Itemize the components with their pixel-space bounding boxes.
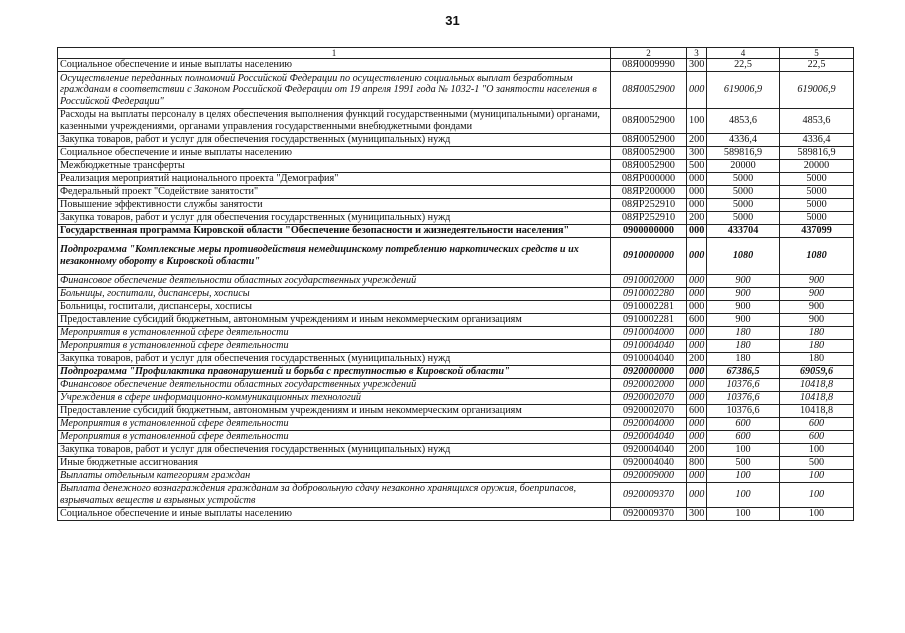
row-code-cell: 0920004000 [611,418,687,431]
table-row [58,444,854,457]
header-col-4: 4 [707,48,780,59]
row-code-cell: 0920004040 [611,457,687,470]
row-expense-type-cell: 000 [687,327,707,340]
row-amount-2-cell: 22,5 [780,59,854,72]
row-code-cell: 0910002281 [611,301,687,314]
row-name-cell: Закупка товаров, работ и услуг для обеспечения государственных (муниципальных) нужд [58,212,611,225]
row-name-cell: Закупка товаров, работ и услуг для обеспечения государственных (муниципальных) нужд [58,444,611,457]
row-amount-1-cell: 100 [707,444,780,457]
row-amount-2-cell: 5000 [780,173,854,186]
row-amount-1-cell: 10376,6 [707,405,780,418]
row-code-cell: 08ЯP000000 [611,173,687,186]
table-row [58,470,854,483]
row-amount-2-cell: 900 [780,314,854,327]
row-amount-2-cell: 180 [780,327,854,340]
row-expense-type-cell: 000 [687,470,707,483]
row-expense-type-cell: 000 [687,173,707,186]
row-amount-1-cell: 589816,9 [707,147,780,160]
row-expense-type-cell: 000 [687,379,707,392]
row-code-cell: 0920004040 [611,444,687,457]
row-expense-type-cell: 300 [687,59,707,72]
row-expense-type-cell: 000 [687,366,707,379]
row-amount-2-cell: 180 [780,340,854,353]
table-row [58,483,854,508]
row-code-cell: 0910004000 [611,327,687,340]
row-amount-2-cell: 900 [780,275,854,288]
row-amount-2-cell: 1080 [780,238,854,275]
row-code-cell: 0920002070 [611,392,687,405]
row-name-cell: Больницы, госпитали, диспансеры, хосписы [58,301,611,314]
row-name-cell: Социальное обеспечение и иные выплаты населению [58,508,611,521]
row-name-cell: Мероприятия в установленной сфере деятельности [58,327,611,340]
row-expense-type-cell: 000 [687,418,707,431]
row-amount-1-cell: 180 [707,327,780,340]
row-amount-2-cell: 10418,8 [780,379,854,392]
row-amount-1-cell: 22,5 [707,59,780,72]
row-expense-type-cell: 200 [687,444,707,457]
row-code-cell: 0910004040 [611,340,687,353]
table-row [58,275,854,288]
row-amount-2-cell: 900 [780,288,854,301]
row-amount-2-cell: 100 [780,444,854,457]
table-row [58,173,854,186]
row-amount-2-cell: 4336,4 [780,134,854,147]
header-col-3: 3 [687,48,707,59]
row-expense-type-cell: 200 [687,134,707,147]
row-name-cell: Социальное обеспечение и иные выплаты населению [58,59,611,72]
row-code-cell: 0910002281 [611,314,687,327]
row-expense-type-cell: 300 [687,147,707,160]
row-expense-type-cell: 000 [687,340,707,353]
row-amount-1-cell: 20000 [707,160,780,173]
row-amount-2-cell: 10418,8 [780,392,854,405]
row-amount-2-cell: 437099 [780,225,854,238]
table-row [58,160,854,173]
row-name-cell: Мероприятия в установленной сфере деятельности [58,418,611,431]
row-name-cell: Мероприятия в установленной сфере деятельности [58,431,611,444]
row-expense-type-cell: 000 [687,431,707,444]
row-amount-1-cell: 4336,4 [707,134,780,147]
row-expense-type-cell: 000 [687,483,707,508]
row-amount-2-cell: 180 [780,353,854,366]
row-amount-1-cell: 900 [707,314,780,327]
row-code-cell: 08ЯP252910 [611,212,687,225]
row-code-cell: 0910002280 [611,288,687,301]
row-amount-1-cell: 433704 [707,225,780,238]
row-expense-type-cell: 100 [687,109,707,134]
row-amount-2-cell: 589816,9 [780,147,854,160]
row-name-cell: Учреждения в сфере информационно-коммуникационных технологий [58,392,611,405]
table-row [58,225,854,238]
row-name-cell: Выплата денежного вознаграждения гражданам за добровольную сдачу незаконно хранящихся оружия, боеприпасов, взрывчатых веществ и взрывных устройств [58,483,611,508]
row-expense-type-cell: 000 [687,238,707,275]
budget-table [57,47,854,521]
row-amount-2-cell: 69059,6 [780,366,854,379]
row-amount-1-cell: 180 [707,340,780,353]
row-code-cell: 08Я0052900 [611,134,687,147]
header-col-1: 1 [58,48,611,59]
table-row [58,134,854,147]
row-expense-type-cell: 600 [687,405,707,418]
header-col-2: 2 [611,48,687,59]
row-code-cell: 0920002000 [611,379,687,392]
row-code-cell: 08Я0052900 [611,109,687,134]
table-row [58,327,854,340]
row-amount-2-cell: 600 [780,431,854,444]
row-name-cell: Мероприятия в установленной сфере деятельности [58,340,611,353]
table-row [58,147,854,160]
row-name-cell: Выплаты отдельным категориям граждан [58,470,611,483]
table-row [58,379,854,392]
row-name-cell: Социальное обеспечение и иные выплаты населению [58,147,611,160]
header-col-5: 5 [780,48,854,59]
row-amount-1-cell: 180 [707,353,780,366]
row-amount-2-cell: 600 [780,418,854,431]
row-amount-2-cell: 5000 [780,199,854,212]
row-name-cell: Предоставление субсидий бюджетным, автономным учреждениям и иным некоммерческим организациям [58,405,611,418]
row-name-cell: Расходы на выплаты персоналу в целях обеспечения выполнения функций государственными (муниципальными) органами, казенными учреждениями, органами управления государственными внебюджетными фондами [58,109,611,134]
row-name-cell: Подпрограмма "Комплексные меры противодействия немедицинскому потреблению наркотических средств и их незаконному обороту в Кировской области" [58,238,611,275]
row-code-cell: 08Я0009990 [611,59,687,72]
row-amount-2-cell: 5000 [780,186,854,199]
table-row [58,59,854,72]
row-amount-1-cell: 100 [707,508,780,521]
row-amount-1-cell: 10376,6 [707,392,780,405]
row-amount-1-cell: 1080 [707,238,780,275]
table-row [58,301,854,314]
row-expense-type-cell: 000 [687,288,707,301]
row-code-cell: 08ЯP200000 [611,186,687,199]
row-expense-type-cell: 300 [687,508,707,521]
row-name-cell: Больницы, госпитали, диспансеры, хосписы [58,288,611,301]
row-amount-2-cell: 5000 [780,212,854,225]
row-amount-1-cell: 900 [707,288,780,301]
row-expense-type-cell: 500 [687,160,707,173]
row-name-cell: Закупка товаров, работ и услуг для обеспечения государственных (муниципальных) нужд [58,134,611,147]
row-amount-1-cell: 500 [707,457,780,470]
table-row [58,392,854,405]
row-code-cell: 0920004040 [611,431,687,444]
row-code-cell: 0920002070 [611,405,687,418]
row-amount-1-cell: 5000 [707,186,780,199]
row-name-cell: Иные бюджетные ассигнования [58,457,611,470]
table-row [58,418,854,431]
row-name-cell: Государственная программа Кировской области "Обеспечение безопасности и жизнедеятельности населения" [58,225,611,238]
page-number: 31 [445,13,460,28]
row-amount-1-cell: 67386,5 [707,366,780,379]
table-row [58,199,854,212]
row-name-cell: Федеральный проект "Содействие занятости" [58,186,611,199]
row-name-cell: Повышение эффективности службы занятости [58,199,611,212]
row-amount-1-cell: 900 [707,275,780,288]
row-code-cell: 08Я0052900 [611,147,687,160]
row-amount-1-cell: 100 [707,470,780,483]
row-name-cell: Финансовое обеспечение деятельности областных государственных учреждений [58,275,611,288]
row-amount-1-cell: 5000 [707,173,780,186]
row-name-cell: Межбюджетные трансферты [58,160,611,173]
table-row [58,340,854,353]
row-amount-2-cell: 20000 [780,160,854,173]
row-amount-2-cell: 100 [780,508,854,521]
table-row [58,212,854,225]
table-row [58,72,854,109]
row-expense-type-cell: 000 [687,72,707,109]
table-row [58,508,854,521]
row-amount-1-cell: 4853,6 [707,109,780,134]
row-amount-1-cell: 600 [707,418,780,431]
row-code-cell: 0910002000 [611,275,687,288]
row-name-cell: Подпрограмма "Профилактика правонарушений и борьба с преступностью в Кировской области" [58,366,611,379]
row-name-cell: Осуществление переданных полномочий Российской Федерации по осуществлению социальных выплат безработным гражданам в соответствии с Законом Российской Федерации от 19 апреля 1991 года № 1032-1 "О занятости населения в Российской Федерации" [58,72,611,109]
row-expense-type-cell: 000 [687,392,707,405]
row-amount-1-cell: 600 [707,431,780,444]
row-code-cell: 0910000000 [611,238,687,275]
row-amount-2-cell: 10418,8 [780,405,854,418]
row-expense-type-cell: 200 [687,353,707,366]
table-row [58,186,854,199]
row-amount-1-cell: 100 [707,483,780,508]
table-header-row [58,48,854,59]
budget-table-body [58,48,854,521]
table-row [58,431,854,444]
row-expense-type-cell: 200 [687,212,707,225]
row-name-cell: Финансовое обеспечение деятельности областных государственных учреждений [58,379,611,392]
row-code-cell: 0920009000 [611,470,687,483]
row-amount-2-cell: 100 [780,483,854,508]
row-expense-type-cell: 600 [687,314,707,327]
row-amount-2-cell: 4853,6 [780,109,854,134]
row-amount-2-cell: 100 [780,470,854,483]
row-amount-1-cell: 619006,9 [707,72,780,109]
row-expense-type-cell: 000 [687,225,707,238]
row-amount-1-cell: 10376,6 [707,379,780,392]
table-row [58,314,854,327]
row-amount-1-cell: 900 [707,301,780,314]
row-amount-1-cell: 5000 [707,212,780,225]
table-row [58,405,854,418]
row-code-cell: 0910004040 [611,353,687,366]
row-code-cell: 0920009370 [611,508,687,521]
row-amount-2-cell: 619006,9 [780,72,854,109]
row-code-cell: 08Я0052900 [611,160,687,173]
table-row [58,457,854,470]
row-code-cell: 0900000000 [611,225,687,238]
row-amount-1-cell: 5000 [707,199,780,212]
row-code-cell: 08ЯP252910 [611,199,687,212]
row-name-cell: Предоставление субсидий бюджетным, автономным учреждениям и иным некоммерческим организациям [58,314,611,327]
row-expense-type-cell: 800 [687,457,707,470]
table-row [58,238,854,275]
table-row [58,109,854,134]
row-expense-type-cell: 000 [687,275,707,288]
row-expense-type-cell: 000 [687,301,707,314]
row-code-cell: 0920009370 [611,483,687,508]
row-name-cell: Реализация мероприятий национального проекта "Демография" [58,173,611,186]
row-name-cell: Закупка товаров, работ и услуг для обеспечения государственных (муниципальных) нужд [58,353,611,366]
table-row [58,288,854,301]
row-expense-type-cell: 000 [687,199,707,212]
table-row [58,353,854,366]
row-expense-type-cell: 000 [687,186,707,199]
row-code-cell: 08Я0052900 [611,72,687,109]
table-row [58,366,854,379]
row-amount-2-cell: 900 [780,301,854,314]
row-amount-2-cell: 500 [780,457,854,470]
row-code-cell: 0920000000 [611,366,687,379]
